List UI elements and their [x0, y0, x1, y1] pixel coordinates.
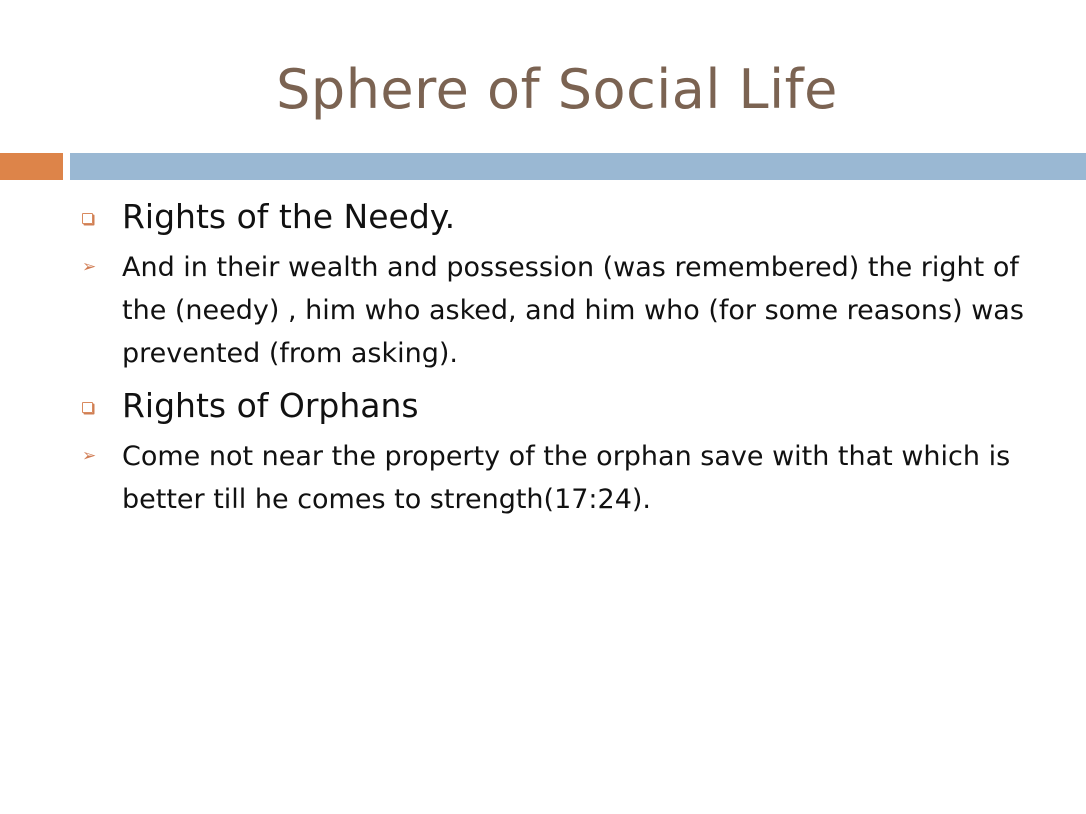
accent-bar — [0, 153, 63, 180]
sub-bullet-item-orphan-verse — [82, 435, 1042, 521]
arrow-bullet-icon: ➢ — [82, 257, 97, 277]
bullet-item-rights-of-needy — [82, 194, 1042, 240]
square-bullet-icon — [82, 402, 93, 413]
slide-title: Sphere of Social Life — [276, 58, 838, 121]
bullet-item-rights-of-orphans — [82, 383, 1042, 429]
slide-content — [82, 194, 1042, 529]
header-divider-bar — [70, 153, 1086, 180]
square-bullet-icon — [82, 213, 93, 224]
sub-bullet-text: Come not near the property of the orphan save with that which is better till he comes to strength(17:24). — [122, 441, 1011, 515]
sub-bullet-text: And in their wealth and possession (was remembered) the right of the (needy) , him who asked, and him who (for some reasons) was prevented (from asking). — [122, 252, 1024, 369]
bullet-text: Rights of Orphans — [122, 386, 419, 425]
arrow-bullet-icon: ➢ — [82, 446, 97, 466]
bullet-text: Rights of the Needy. — [122, 197, 456, 236]
sub-bullet-item-needy-verse — [82, 246, 1042, 375]
